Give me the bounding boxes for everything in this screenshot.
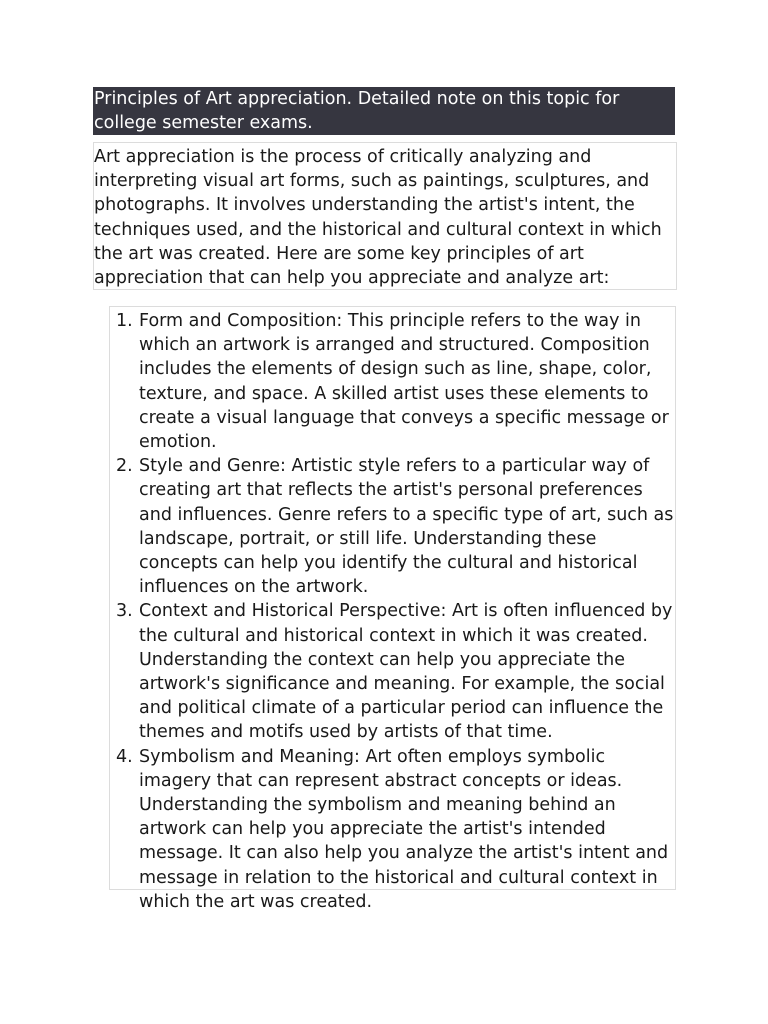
principle-number: 3.: [116, 601, 133, 622]
principles-list: [110, 307, 675, 914]
principle-number: 2.: [116, 456, 133, 477]
principle-text: Style and Genre: Artistic style refers to a particular way of creating art that reflects the artist's personal preferences and influences. Genre refers to a specific type of art, such as landscape, portrait, or still life. Understanding these concepts can help you identify the cultural and historical influences on the artwork.: [139, 456, 674, 598]
principle-item: [110, 454, 675, 599]
response-intro-text: Art appreciation is the process of critically analyzing and interpreting visual art forms, such as paintings, sculptures, and photographs. It involves understanding the artist's intent, the techniques used, and the historical and cultural context in which the art was created. Here are some key principles of art appreciation that can help you appreciate and analyze art:: [94, 147, 662, 289]
principle-text: Context and Historical Perspective: Art is often influenced by the cultural and historical context in which it was created. Understanding the context can help you appreciate the artwork's significance and meaning. For example, the social and political climate of a particular period can influence the themes and motifs used by artists of that time.: [139, 601, 673, 743]
principle-text: Symbolism and Meaning: Art often employs symbolic imagery that can represent abstract concepts or ideas. Understanding the symbolism and meaning behind an artwork can help you appreciate the artist's intended message. It can also help you analyze the artist's intent and message in relation to the historical and cultural context in which the art was created.: [139, 746, 669, 912]
principle-number: 4.: [116, 746, 133, 767]
response-intro: [93, 142, 677, 290]
user-prompt: [93, 87, 675, 135]
principle-number: 1.: [116, 311, 133, 331]
principle-text: Form and Composition: This principle refers to the way in which an artwork is arranged and structured. Composition includes the elements of design such as line, shape, color, texture, and space. A skilled artist uses these elements to create a visual language that conveys a specific message or emotion.: [139, 311, 669, 453]
principle-item: [110, 745, 675, 914]
user-prompt-text: Principles of Art appreciation. Detailed note on this topic for college semester exams.: [94, 89, 620, 133]
principles-list-box: [109, 306, 676, 912]
principle-item: [110, 599, 675, 744]
principle-item: [110, 309, 675, 454]
